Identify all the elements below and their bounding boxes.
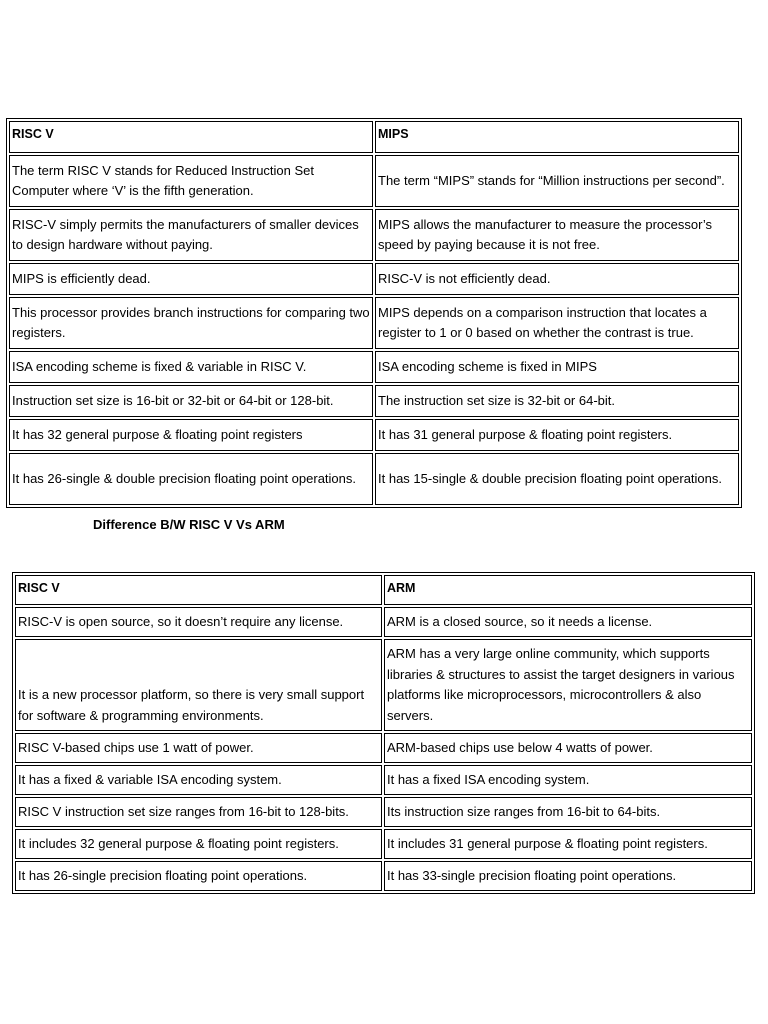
- table-cell: It has 26-single precision floating point operations.: [15, 861, 382, 891]
- table-cell: ARM-based chips use below 4 watts of power.: [384, 733, 752, 763]
- table-header-row: [9, 121, 739, 153]
- table-row: [9, 453, 739, 505]
- table-row: [9, 155, 739, 207]
- table-cell: It has a fixed & variable ISA encoding system.: [15, 765, 382, 795]
- table-row: [9, 385, 739, 417]
- table-cell: RISC-V is open source, so it doesn’t require any license.: [15, 607, 382, 637]
- table-cell: It has 15-single & double precision floating point operations.: [375, 453, 739, 505]
- table-cell: MIPS depends on a comparison instruction that locates a register to 1 or 0 based on whether the contrast is true.: [375, 297, 739, 349]
- table-row: [9, 209, 739, 261]
- column-header-risc-v: RISC V: [9, 121, 373, 153]
- table-cell: It has 31 general purpose & floating point registers.: [375, 419, 739, 451]
- table-cell: This processor provides branch instructions for comparing two registers.: [9, 297, 373, 349]
- table-cell: RISC-V simply permits the manufacturers of smaller devices to design hardware without paying.: [9, 209, 373, 261]
- table-cell: Its instruction size ranges from 16-bit to 64-bits.: [384, 797, 752, 827]
- table-cell: It has 32 general purpose & floating point registers: [9, 419, 373, 451]
- table-cell: RISC V-based chips use 1 watt of power.: [15, 733, 382, 763]
- table-cell: It is a new processor platform, so there is very small support for software & programming environments.: [15, 639, 382, 731]
- table-row: [15, 765, 752, 795]
- table-cell: The instruction set size is 32-bit or 64-bit.: [375, 385, 739, 417]
- table-cell: The term “MIPS” stands for “Million instructions per second”.: [375, 155, 739, 207]
- table-cell: RISC V instruction set size ranges from 16-bit to 128-bits.: [15, 797, 382, 827]
- table-row: [15, 639, 752, 731]
- risc-v-vs-mips-table: [6, 118, 742, 508]
- table-cell: ISA encoding scheme is fixed in MIPS: [375, 351, 739, 383]
- table-cell: MIPS allows the manufacturer to measure the processor’s speed by paying because it is not free.: [375, 209, 739, 261]
- table-cell: Instruction set size is 16-bit or 32-bit or 64-bit or 128-bit.: [9, 385, 373, 417]
- table-row: [9, 419, 739, 451]
- table-cell: ISA encoding scheme is fixed & variable in RISC V.: [9, 351, 373, 383]
- table-cell: It has 26-single & double precision floating point operations.: [9, 453, 373, 505]
- table-row: [15, 607, 752, 637]
- table-header-row: [15, 575, 752, 605]
- table-row: [9, 297, 739, 349]
- table-cell: It has 33-single precision floating point operations.: [384, 861, 752, 891]
- table-cell: The term RISC V stands for Reduced Instruction Set Computer where ‘V’ is the fifth generation.: [9, 155, 373, 207]
- table-cell: It has a fixed ISA encoding system.: [384, 765, 752, 795]
- table-row: [15, 797, 752, 827]
- table-cell: RISC-V is not efficiently dead.: [375, 263, 739, 295]
- table-cell: MIPS is efficiently dead.: [9, 263, 373, 295]
- table-row: [9, 351, 739, 383]
- table-cell: ARM has a very large online community, which supports libraries & structures to assist the target designers in various platforms like microprocessors, microcontrollers & also servers.: [384, 639, 752, 731]
- arm-comparison-caption: Difference B/W RISC V Vs ARM: [93, 517, 285, 532]
- table-row: [15, 733, 752, 763]
- table-cell: ARM is a closed source, so it needs a license.: [384, 607, 752, 637]
- table-row: [15, 861, 752, 891]
- risc-v-vs-arm-table: [12, 572, 755, 894]
- table-row: [15, 829, 752, 859]
- table-row: [9, 263, 739, 295]
- table-cell: It includes 32 general purpose & floating point registers.: [15, 829, 382, 859]
- column-header-mips: MIPS: [375, 121, 739, 153]
- column-header-risc-v: RISC V: [15, 575, 382, 605]
- column-header-arm: ARM: [384, 575, 752, 605]
- table-cell: It includes 31 general purpose & floating point registers.: [384, 829, 752, 859]
